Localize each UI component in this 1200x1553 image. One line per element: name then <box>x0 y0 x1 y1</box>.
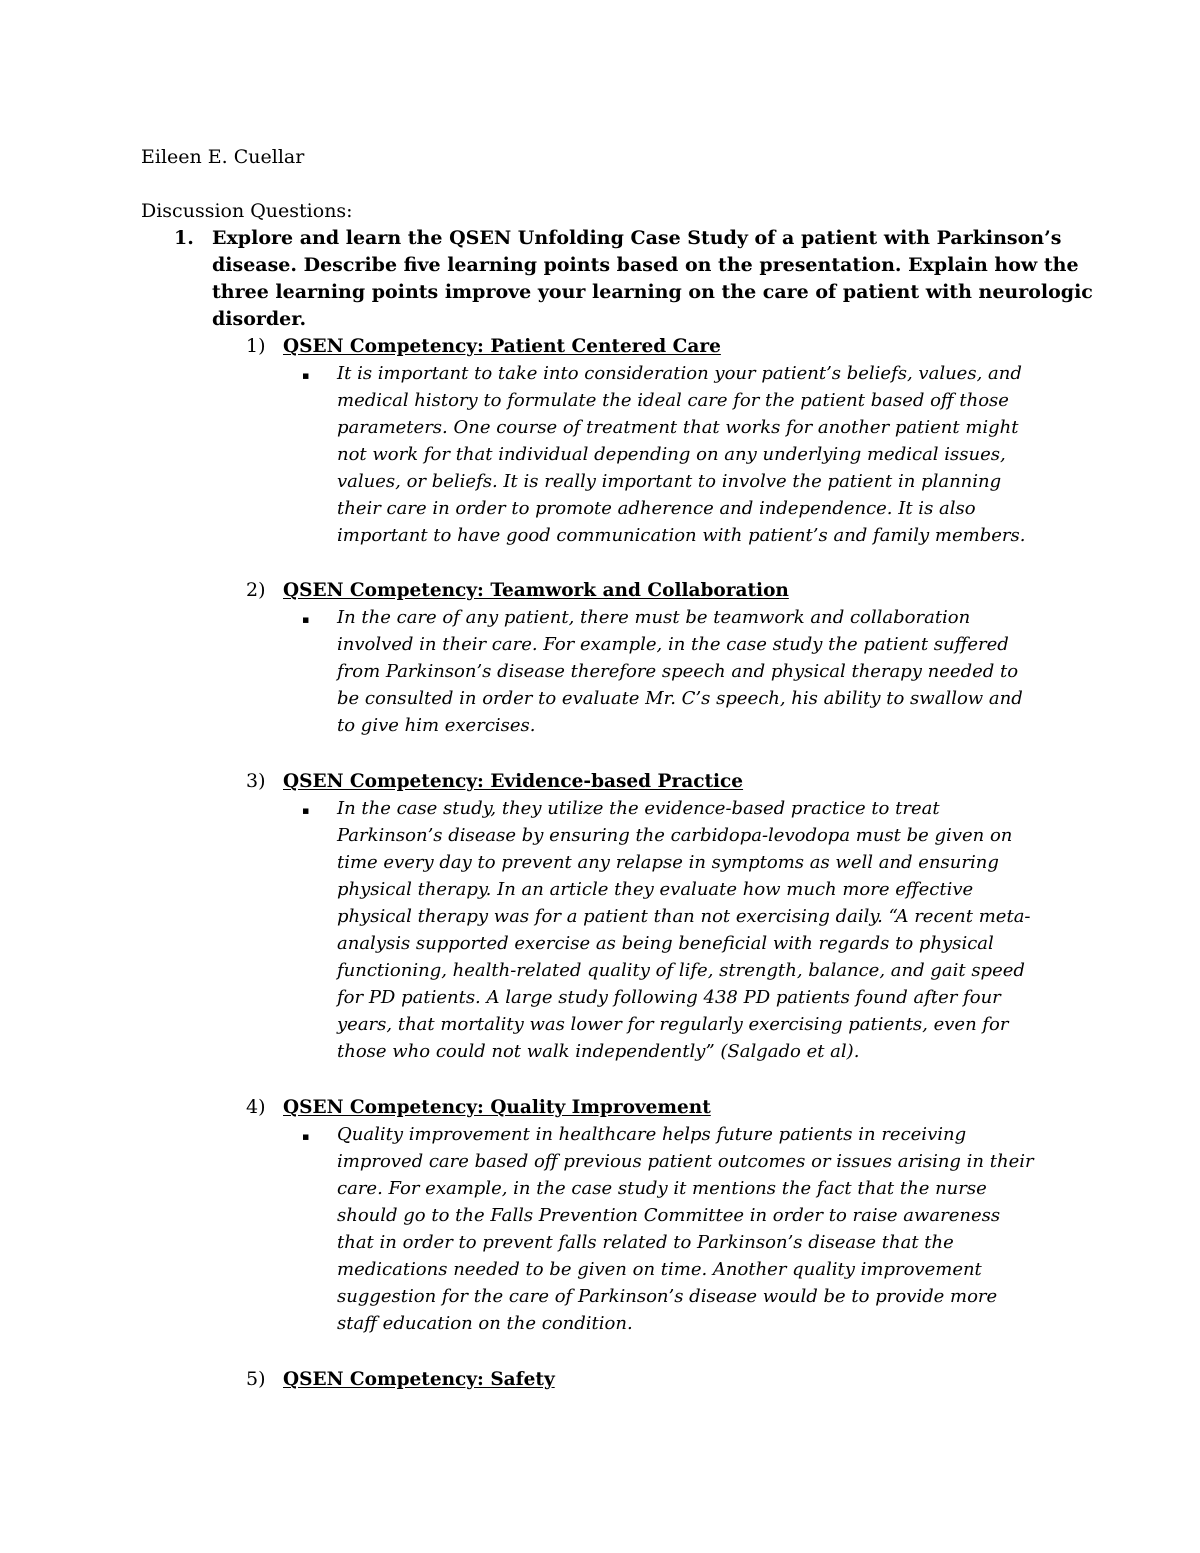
question-number: 1. <box>174 227 194 249</box>
bullet-line: should go to the Falls Prevention Committee in order to raise awareness <box>337 1205 1001 1226</box>
bullet-line: from Parkinson’s disease therefore speech and physical therapy needed to <box>337 661 1019 682</box>
bullet-line: physical therapy was for a patient than not exercising daily. “A recent meta- <box>337 906 1031 927</box>
bullet-line: important to have good communication with patient’s and family members. <box>337 525 1026 546</box>
bullet-line: medications needed to be given on time. Another quality improvement <box>337 1259 982 1280</box>
bullet-line: physical therapy. In an article they evaluate how much more effective <box>337 879 974 900</box>
item-number: 2) <box>246 579 266 601</box>
competency-title: QSEN Competency: Teamwork and Collaboration <box>283 580 789 601</box>
bullet-line: those who could not walk independently” (Salgado et al). <box>337 1041 860 1062</box>
question-text <box>212 225 1093 333</box>
bullet-line: time every day to prevent any relapse in symptoms as well and ensuring <box>337 852 999 873</box>
bullet-line: medical history to formulate the ideal care for the patient based off those <box>337 390 1009 411</box>
bullet-line: care. For example, in the case study it mentions the fact that the nurse <box>337 1178 987 1199</box>
author-name: Eileen E. Cuellar <box>141 146 305 168</box>
item-number: 4) <box>246 1096 266 1118</box>
bullet-text <box>337 1121 1034 1337</box>
question-line: three learning points improve your learning on the care of patient with neurologic <box>212 281 1093 303</box>
bullet-line: values, or beliefs. It is really important to involve the patient in planning <box>337 471 1002 492</box>
competency-title: QSEN Competency: Patient Centered Care <box>283 336 721 357</box>
bullet-line: to give him exercises. <box>337 715 536 736</box>
competency-title: QSEN Competency: Evidence-based Practice <box>283 771 744 792</box>
competency-title: QSEN Competency: Quality Improvement <box>283 1097 711 1118</box>
section-heading: Discussion Questions: <box>141 200 353 222</box>
bullet-marker: ▪ <box>302 1130 310 1143</box>
bullet-marker: ▪ <box>302 613 310 626</box>
bullet-line: for PD patients. A large study following 438 PD patients found after four <box>337 987 1001 1008</box>
item-number: 1) <box>246 335 266 357</box>
competency-title: QSEN Competency: Safety <box>283 1369 555 1390</box>
bullet-marker: ▪ <box>302 369 310 382</box>
bullet-text <box>337 360 1025 549</box>
question-line: disorder. <box>212 308 307 330</box>
bullet-line: It is important to take into consideration your patient’s beliefs, values, and <box>337 363 1022 384</box>
bullet-line: years, that mortality was lower for regularly exercising patients, even for <box>337 1014 1009 1035</box>
bullet-line: their care in order to promote adherence and independence. It is also <box>337 498 976 519</box>
item-number: 3) <box>246 770 266 792</box>
bullet-line: improved care based off previous patient outcomes or issues arising in their <box>337 1151 1034 1172</box>
bullet-line: that in order to prevent falls related to Parkinson’s disease that the <box>337 1232 954 1253</box>
item-number: 5) <box>246 1368 266 1390</box>
bullet-line: In the case study, they utilize the evidence-based practice to treat <box>337 798 940 819</box>
bullet-line: analysis supported exercise as being beneficial with regards to physical <box>337 933 994 954</box>
bullet-line: be consulted in order to evaluate Mr. C’s speech, his ability to swallow and <box>337 688 1023 709</box>
question-line: disease. Describe five learning points based on the presentation. Explain how the <box>212 254 1079 276</box>
bullet-line: In the care of any patient, there must be teamwork and collaboration <box>337 607 971 628</box>
bullet-line: functioning, health-related quality of life, strength, balance, and gait speed <box>337 960 1025 981</box>
bullet-marker: ▪ <box>302 804 310 817</box>
bullet-line: parameters. One course of treatment that works for another patient might <box>337 417 1019 438</box>
bullet-line: staff education on the condition. <box>337 1313 633 1334</box>
bullet-text <box>337 795 1031 1065</box>
question-line: Explore and learn the QSEN Unfolding Case Study of a patient with Parkinson’s <box>212 227 1062 249</box>
bullet-line: not work for that individual depending on any underlying medical issues, <box>337 444 1006 465</box>
bullet-line: Parkinson’s disease by ensuring the carbidopa-levodopa must be given on <box>337 825 1013 846</box>
bullet-line: Quality improvement in healthcare helps future patients in receiving <box>337 1124 967 1145</box>
bullet-text <box>337 604 1023 739</box>
bullet-line: involved in their care. For example, in the case study the patient suffered <box>337 634 1009 655</box>
bullet-line: suggestion for the care of Parkinson’s disease would be to provide more <box>337 1286 998 1307</box>
